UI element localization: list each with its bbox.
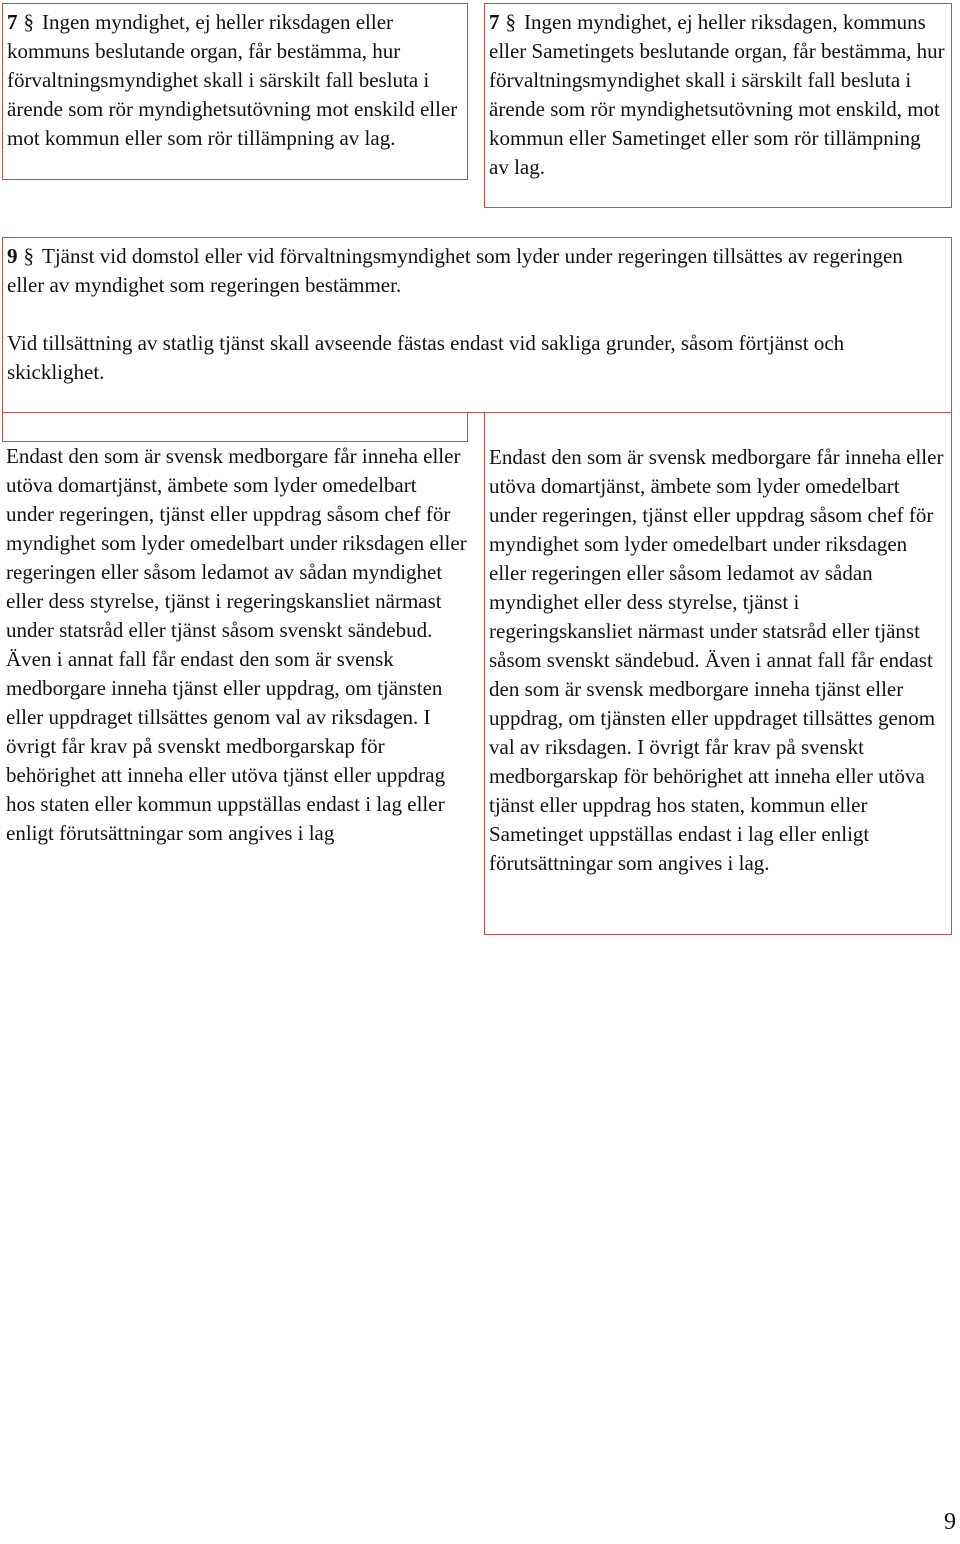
section-9-paragraph-2: Vid tillsättning av statlig tjänst skall avseende fästas endast vid sakliga grunder, såsom förtjänst och skicklighet. — [7, 331, 845, 384]
section-symbol: § — [23, 10, 34, 34]
section-symbol: § — [23, 244, 34, 268]
page-number: 9 — [944, 1509, 956, 1535]
citizenship-proposed-box — [484, 412, 952, 935]
citizenship-proposed-paragraph: Endast den som är svensk medborgare får inneha eller utöva domartjänst, ämbete som lyder omedelbart under regeringen, tjänst eller uppdrag såsom chef för myndighet som lyder omedelbart under riksdagen eller regeringen eller såsom ledamot av sådan myndighet eller dess styrelse, tjänst i regeringskansliet närmast under statsråd eller tjänst såsom svenskt sändebud. Även i annat fall får endast den som är svensk medborgare inneha tjänst eller uppdrag, om tjänsten eller uppdraget tillsättes genom val av riksdagen. I övrigt får krav på svenskt medborgarskap för behörighet att inneha eller utöva tjänst eller uppdrag hos staten, kommun eller Sametinget uppställas endast i lag eller enligt förutsättningar som angives i lag. — [489, 445, 944, 875]
proposed-text-section-7-box — [484, 3, 952, 208]
section-7-current-paragraph — [7, 8, 461, 153]
empty-cell-box — [2, 412, 468, 442]
section-text: Ingen myndighet, ej heller riksdagen, kommuns eller Sametingets beslutande organ, får bestämma, hur förvaltningsmyndighet skall i särskilt fall besluta i ärende som rör myndighetsutövning mot enskild, mot kommun eller Sametinget eller som rör tillämpning av lag. — [489, 10, 945, 179]
section-9-paragraph-1 — [7, 242, 945, 300]
current-text-section-7-box — [2, 3, 468, 180]
section-number: 7 — [7, 10, 18, 34]
section-symbol: § — [505, 10, 516, 34]
section-9-box — [2, 237, 952, 413]
section-7-proposed-paragraph — [489, 8, 945, 182]
citizenship-current-paragraph: Endast den som är svensk medborgare får inneha eller utöva domartjänst, ämbete som lyder omedelbart under regeringen, tjänst eller uppdrag såsom chef för myndighet som lyder omedelbart under riksdagen eller regeringen eller såsom ledamot av sådan myndighet eller dess styrelse, tjänst i regeringskansliet närmast under statsråd eller tjänst såsom svenskt sändebud. Även i annat fall får endast den som är svensk medborgare inneha tjänst eller uppdrag, om tjänsten eller uppdraget tillsättes genom val av riksdagen. I övrigt får krav på svenskt medborgarskap för behörighet att inneha eller utöva tjänst eller uppdrag hos staten eller kommun uppställas endast i lag eller enligt förutsättningar som angives i lag — [6, 444, 467, 845]
section-text: Ingen myndighet, ej heller riksdagen eller kommuns beslutande organ, får bestämma, hur förvaltningsmyndighet skall i särskilt fall besluta i ärende som rör myndighetsutövning mot enskild eller mot kommun eller som rör tillämpning av lag. — [7, 10, 458, 150]
section-number: 7 — [489, 10, 500, 34]
section-text: Tjänst vid domstol eller vid förvaltningsmyndighet som lyder under regeringen tillsättes av regeringen eller av myndighet som regeringen bestämmer. — [7, 244, 903, 297]
section-number: 9 — [7, 244, 18, 268]
